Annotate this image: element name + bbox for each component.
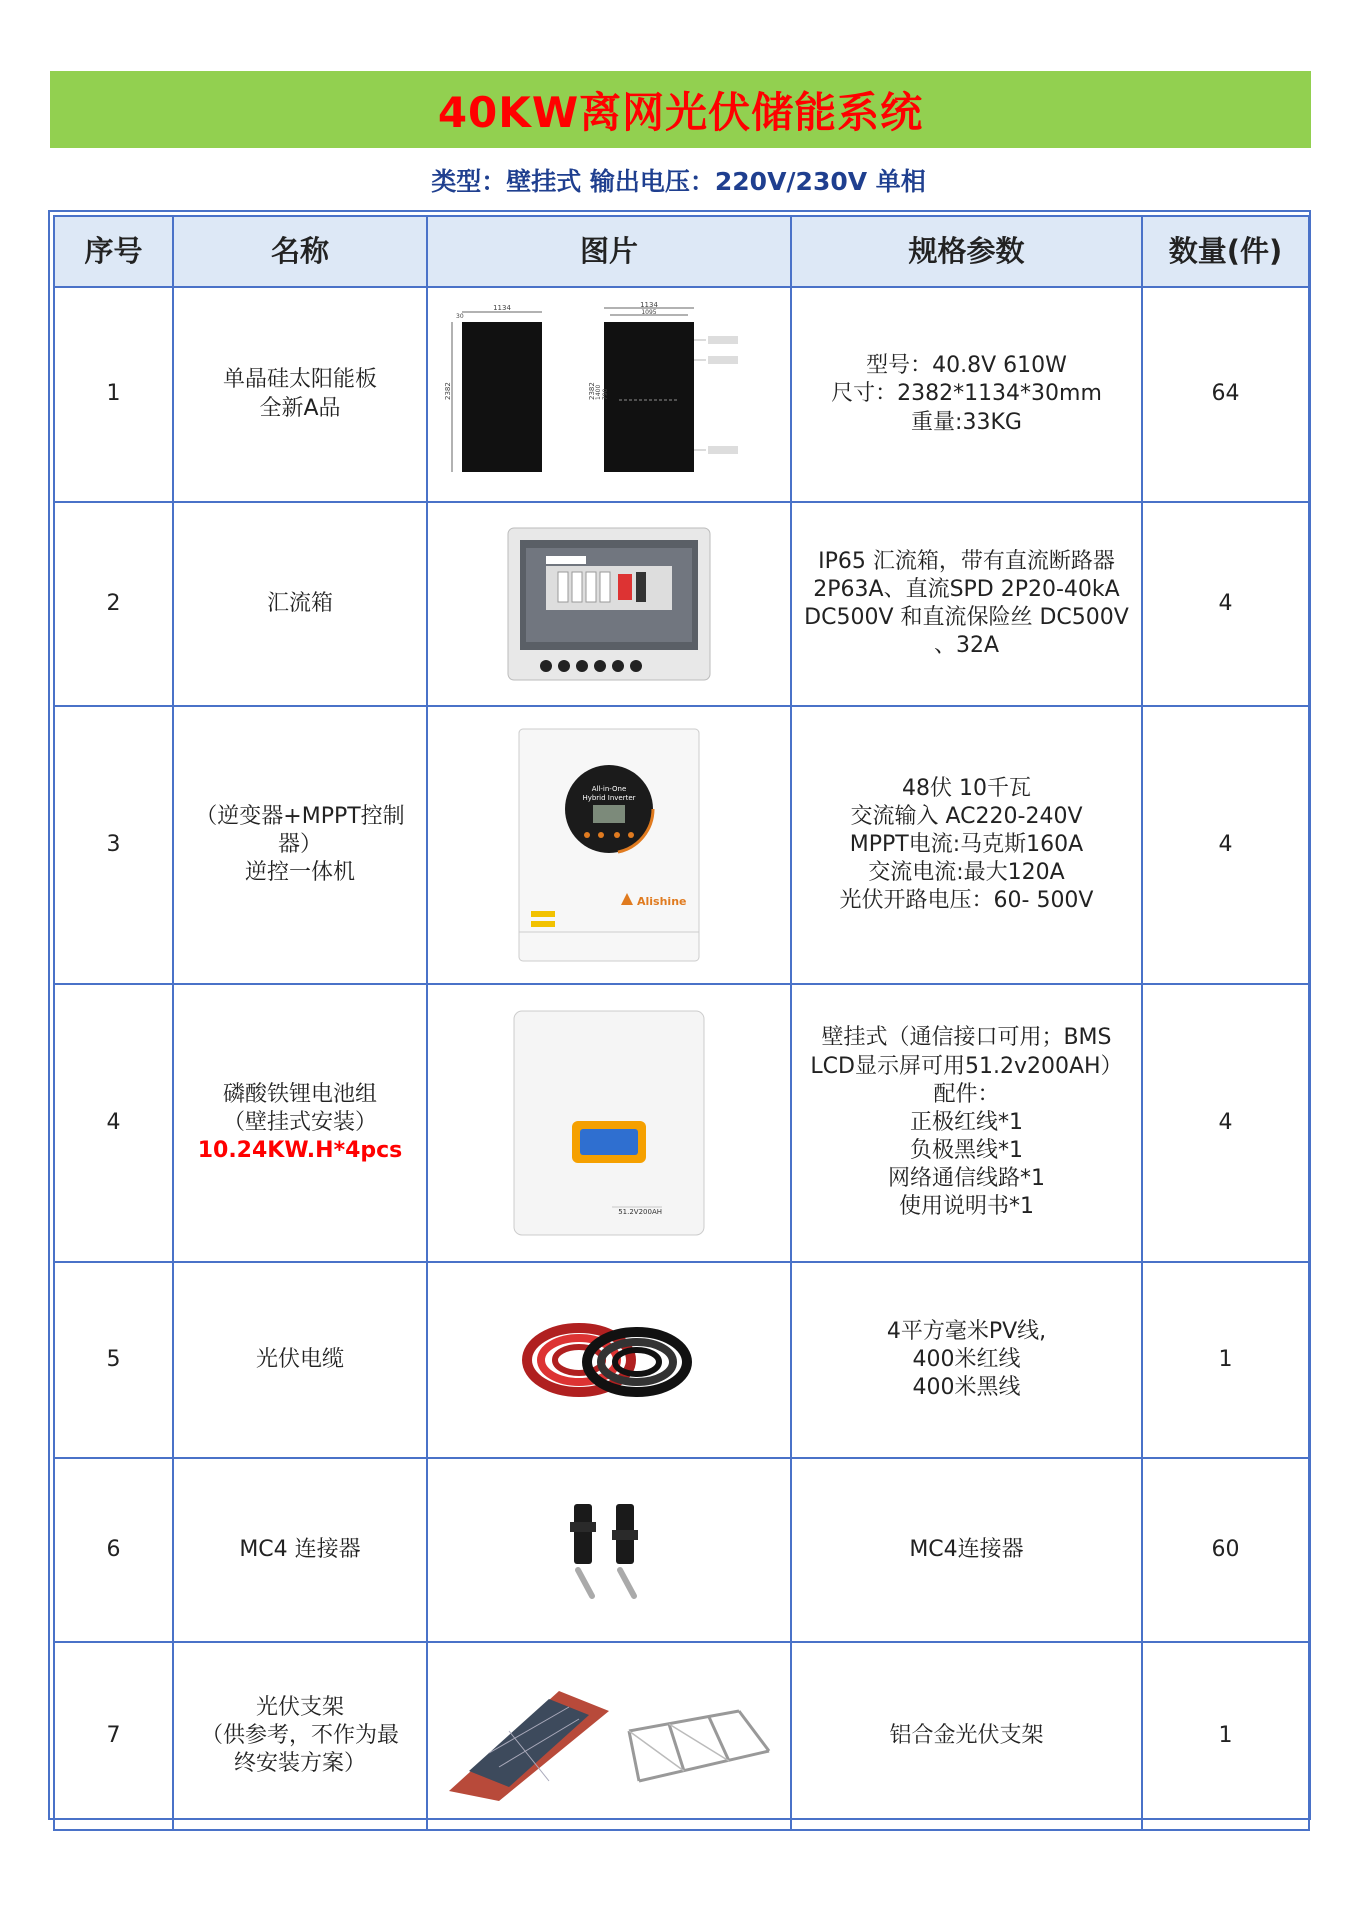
battery-label: 51.2V200AH <box>618 1208 662 1216</box>
table-row <box>54 1262 1309 1458</box>
row-qty: 4 <box>1142 984 1309 1262</box>
row-no: 1 <box>54 287 173 502</box>
row-name: 汇流箱 <box>173 502 427 706</box>
dim-height-left: 2382 <box>444 381 452 400</box>
row-spec: 48伏 10千瓦 交流输入 AC220-240V MPPT电流:马克斯160A 交流电流:最大120A 光伏开路电压：60- 500V <box>791 706 1142 984</box>
row-no: 7 <box>54 1642 173 1830</box>
row-no: 5 <box>54 1262 173 1458</box>
dim-hole-distance: 1400 <box>595 384 602 400</box>
inverter-brand: Alishine <box>637 895 687 908</box>
table-row <box>54 1642 1309 1830</box>
dim-width-left: 1134 <box>493 303 511 312</box>
row-name: MC4 连接器 <box>173 1458 427 1642</box>
row-name-text: 磷酸铁锂电池组 （壁挂式安装） <box>222 1081 377 1135</box>
row-image <box>427 287 791 502</box>
table-row <box>54 502 1309 706</box>
header-image: 图片 <box>427 216 791 287</box>
header-qty: 数量(件) <box>1142 216 1309 287</box>
table-row <box>54 984 1309 1262</box>
dim-height-right: 2382 <box>588 381 596 400</box>
row-qty: 4 <box>1142 502 1309 706</box>
row-image <box>427 502 791 706</box>
table-header-row <box>54 216 1309 287</box>
row-name: 单晶硅太阳能板 全新A品 <box>173 287 427 502</box>
header-no: 序号 <box>54 216 173 287</box>
row-no: 6 <box>54 1458 173 1642</box>
dim-inner-width: 1095 <box>641 308 657 316</box>
row-image <box>427 1262 791 1458</box>
pv-mounting-bracket-icon <box>439 1671 779 1801</box>
page-subtitle: 类型：壁挂式 输出电压：220V/230V 单相 <box>431 167 926 196</box>
row-no: 2 <box>54 502 173 706</box>
row-no: 3 <box>54 706 173 984</box>
mc4-connector-icon <box>554 1500 664 1600</box>
row-spec: 4平方毫米PV线, 400米红线 400米黑线 <box>791 1262 1142 1458</box>
table-row <box>54 706 1309 984</box>
row-spec: 壁挂式（通信接口可用；BMS LCD显示屏可用51.2v200AH） 配件： 正极红线*1 负极黑线*1 网络通信线路*1 使用说明书*1 <box>791 984 1142 1262</box>
row-qty: 1 <box>1142 1262 1309 1458</box>
inverter-screen-text-2: Hybrid Inverter <box>582 794 636 802</box>
row-name-highlight: 10.24KW.H*4pcs <box>197 1138 403 1164</box>
row-spec: MC4连接器 <box>791 1458 1142 1642</box>
row-name: 光伏电缆 <box>173 1262 427 1458</box>
table-row <box>54 287 1309 502</box>
dim-thickness: 30 <box>456 312 464 320</box>
solar-panel-drawing-icon <box>444 300 774 490</box>
title-banner <box>50 71 1311 148</box>
inverter-screen-text-1: All-in-One <box>591 785 627 793</box>
row-spec: 型号：40.8V 610W 尺寸：2382*1134*30mm 重量:33KG <box>791 287 1142 502</box>
hybrid-inverter-icon <box>517 727 701 963</box>
row-image <box>427 984 791 1262</box>
row-qty: 4 <box>1142 706 1309 984</box>
row-image <box>427 1642 791 1830</box>
row-no: 4 <box>54 984 173 1262</box>
product-table-frame <box>48 210 1311 1820</box>
row-name: （逆变器+MPPT控制 器） 逆控一体机 <box>173 706 427 984</box>
page-title: 40KW离网光伏储能系统 <box>437 87 924 137</box>
row-qty: 60 <box>1142 1458 1309 1642</box>
table-row <box>54 1458 1309 1642</box>
dim-hole-distance-2: 790 <box>602 388 609 400</box>
combiner-box-icon <box>506 526 712 682</box>
pv-cable-icon <box>519 1310 699 1410</box>
row-spec: IP65 汇流箱，带有直流断路器 2P63A、直流SPD 2P20-40kA DC500V 和直流保险丝 DC500V 、32A <box>791 502 1142 706</box>
product-table <box>53 215 1310 1831</box>
row-spec: 铝合金光伏支架 <box>791 1642 1142 1830</box>
header-spec: 规格参数 <box>791 216 1142 287</box>
lithium-battery-icon <box>512 1009 706 1237</box>
row-image <box>427 706 791 984</box>
row-qty: 1 <box>1142 1642 1309 1830</box>
dim-width-right: 1134 <box>640 300 658 309</box>
row-qty: 64 <box>1142 287 1309 502</box>
header-name: 名称 <box>173 216 427 287</box>
row-name: 光伏支架 （供参考，不作为最 终安装方案） <box>173 1642 427 1830</box>
row-image <box>427 1458 791 1642</box>
row-name <box>173 984 427 1262</box>
